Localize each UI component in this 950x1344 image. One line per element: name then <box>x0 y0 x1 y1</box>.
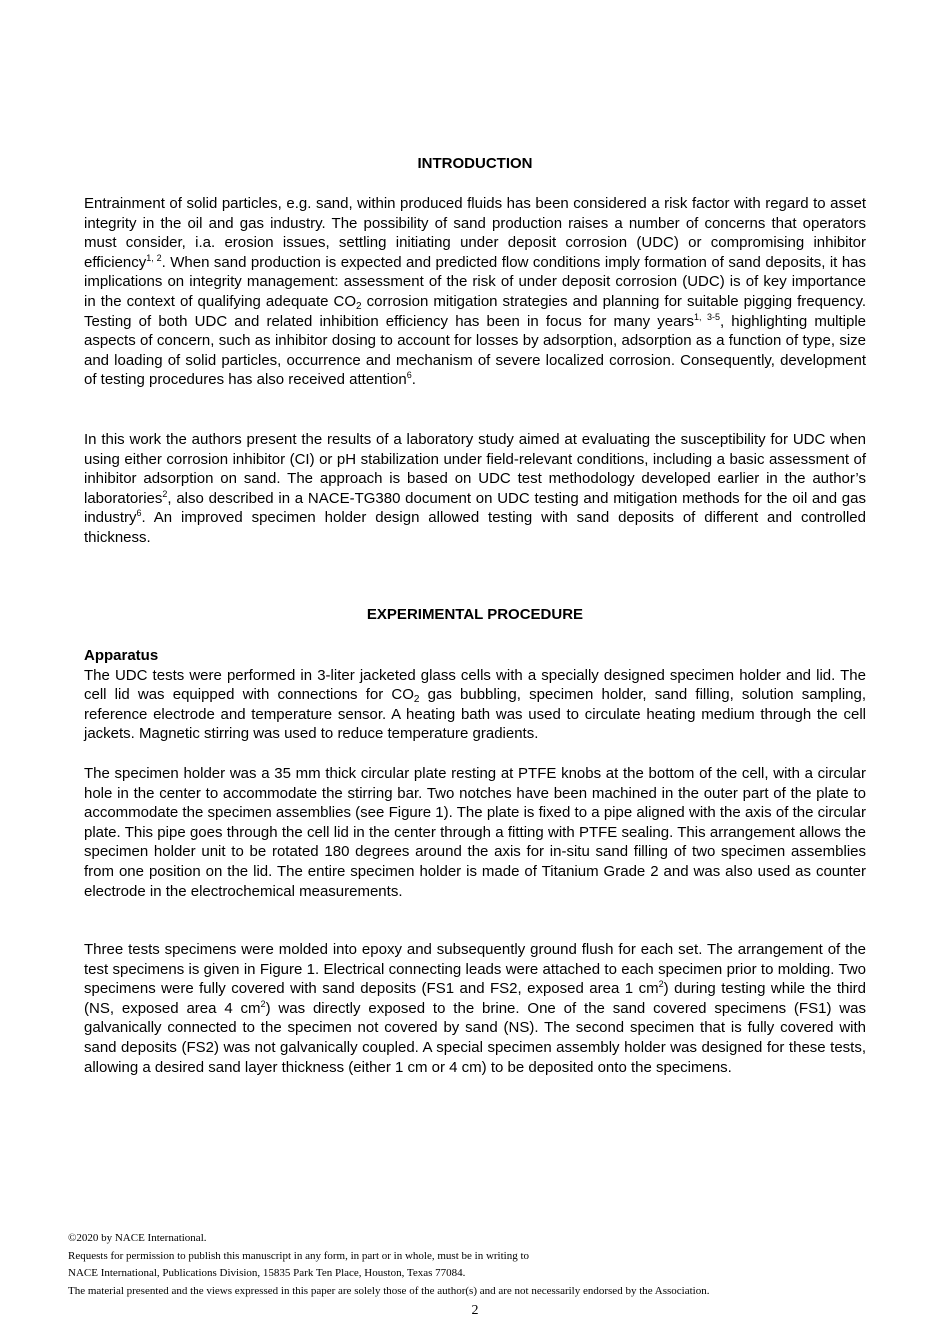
text: ) during testing while the third (NS, exposed area 4 cm <box>84 980 867 1017</box>
citation: 1, 3-5 <box>693 311 720 322</box>
subscript: 2 <box>356 300 362 312</box>
introduction-heading: INTRODUCTION <box>417 155 533 172</box>
superscript: 2 <box>260 998 266 1009</box>
permission-line: Requests for permission to publish this manuscript in any form, in part or in whole, must be in writing to <box>68 1249 530 1262</box>
text: Entrainment of solid particles, e.g. sand, within produced fluids has been considered a risk factor with regard to asset integrity in the oil and gas industry. The possibility of sand production raises a number of concerns that operators must consider, i.a. erosion issues, settling initiating under deposit corrosion (UDC) or compromising inhibitor efficiency <box>84 195 866 271</box>
text: In this work the authors present the results of a laboratory study aimed at evaluating the susceptibility for UDC when using either corrosion inhibitor (CI) or pH stabilization under field-relevant conditions, including a basic assessment of inhibitor adsorption on sand. The approach is based on UDC test methodology developed earlier in the author’s laboratories <box>84 431 866 507</box>
superscript: 2 <box>658 979 664 990</box>
text: corrosion mitigation strategies and planning for suitable pigging frequency. Testing of both UDC and related inhibition efficiency has been in focus for many years <box>84 292 867 330</box>
text: The UDC tests were performed in 3-liter jacketed glass cells with a specially designed specimen holder and lid. The cell lid was equipped with connections for CO <box>84 666 866 704</box>
apparatus-subheading: Apparatus <box>84 647 159 664</box>
citation: 2 <box>162 488 168 499</box>
copyright-line: ©2020 by NACE International. <box>68 1232 207 1244</box>
apparatus-paragraph <box>84 646 866 744</box>
address-line: NACE International, Publications Division, 15835 Park Ten Place, Houston, Texas 77084. <box>68 1267 466 1280</box>
page-number: 2 <box>471 1303 479 1318</box>
citation: 1, 2 <box>146 252 162 263</box>
text: ) was directly exposed to the brine. One of the sand covered specimens (FS1) was galvanically connected to the specimen not covered by sand (NS). The second specimen that is fully covered with sand deposits (FS2) was not galvanically coupled. A special specimen assembly holder was designed for these tests, allowing a desired sand layer thickness (either 1 cm or 4 cm) to be deposited onto the specimens. <box>84 999 866 1076</box>
text: , also described in a NACE-TG380 document on UDC testing and mitigation methods for the oil and gas industry <box>84 489 866 527</box>
citation: 6 <box>136 508 142 519</box>
experimental-heading: EXPERIMENTAL PROCEDURE <box>366 606 584 623</box>
text: . An improved specimen holder design allowed testing with sand deposits of different and controlled thickness. <box>84 509 866 546</box>
text: , highlighting multiple aspects of concern, such as inhibitor dosing to account for losses by adsorption, adsorption as a function of type, size and loading of solid particles, occurrence and mechanism of severe localized corrosion. Consequently, development of testing procedures has also received attention <box>84 312 867 389</box>
specimen-holder-paragraph: The specimen holder was a 35 mm thick circular plate resting at PTFE knobs at the bottom of the cell, with a circular hole in the center to accommodate the stirring bar. Two notches have been machined in the outer part of the plate to accommodate the specimen assemblies (see Figure 1). The plate is fixed to a pipe aligned with the axis of the circular plate. This pipe goes through the cell lid in the center through a fitting with PTFE sealing. This arrangement allows the specimen holder unit to be rotated 180 degrees around the axis for in-situ sand filling of two specimen assemblies from one position on the lid. The entire specimen holder is made of Titanium Grade 2 and was also used as counter electrode in the electrochemical measurements. <box>84 765 866 900</box>
subscript: 2 <box>413 694 420 706</box>
text: . <box>411 371 416 389</box>
footer-notice <box>68 1230 709 1300</box>
text: Three tests specimens were molded into epoxy and subsequently ground flush for each set. The arrangement of the test specimens is given in Figure 1. Electrical connecting leads were attached to each specimen prior to molding. Two specimens were fully covered with sand deposits (FS1 and FS2, exposed area 1 cm <box>84 941 866 998</box>
disclaimer-line: The material presented and the views expressed in this paper are solely those of the author(s) and are not necessarily endorsed by the Association. <box>68 1284 710 1297</box>
citation: 6 <box>406 370 412 381</box>
specimens-paragraph <box>84 940 866 1077</box>
text: gas bubbling, specimen holder, sand filling, solution sampling, reference electrode and temperature sensor. A heating bath was used to circulate heating medium through the cell jackets. Magnetic stirring was used to reduce temperature gradients. <box>84 686 867 743</box>
text: . When sand production is expected and predicted flow conditions imply formation of sand deposits, it has implications on integrity management: assessment of the risk of under deposit corrosion (UDC) is of key importance in the context of qualifying adequate CO <box>84 253 867 310</box>
intro-paragraph-1 <box>84 194 866 390</box>
intro-paragraph-2 <box>84 430 866 548</box>
